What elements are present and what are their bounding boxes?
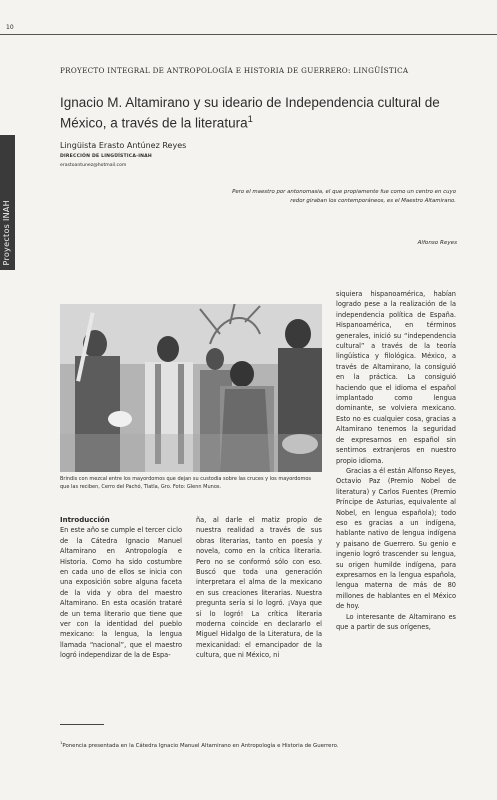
article-title [60,94,440,132]
body-column-3 [336,289,456,632]
sidebar-tab [0,135,15,270]
sidebar-tab-label: Proyectos INAH [2,200,11,266]
section-title: Introducción [60,516,110,524]
title-footnote-ref: 1 [247,114,253,125]
epigraph-text: Pero el maestro por antonomasia, el que propiamente fue como un centro en cuyo redor giraban los contemporáneos, es el Maestro Altamirano. [232,189,456,204]
body-column-1 [60,515,182,661]
page-number: 10 [6,24,14,31]
body-paragraph: ña, al darle el matiz propio de nuestra realidad a través de sus obras literarias, tanto en poesía y novela, como en la crítica literaria. Pero no se conformó sólo con eso. Buscó que toda una generación interpretara el alma de la mexicano en sus creaciones literarias. Nuestra pregunta sería si lo logró. ¡Vaya que sí lo logró! La crítica literaria moderna coincide en declararlo el Miguel Hidalgo de la Literatura, de la mexicanidad: el emancipador de la cultura, que ni México, ni [196,516,322,660]
epigraph-author: Alfonso Reyes [417,240,457,246]
footnote-text: Ponencia presentada en la Cátedra Ignacio Manuel Altamirano en Antropología e Historia de Guerrero. [62,742,339,749]
body-paragraph: Gracias a él están Alfonso Reyes, Octavio Paz (Premio Nobel de literatura) y Carlos Fuentes (Premio Príncipe de Asturias, equivalente al Nobel, en lengua española); todo eso es gracias a un indígena, hablante nativo de lengua indígena y paisano de Guerrero. Su genio e ingenio logró trascender su lengua, su origen humilde indígena, para expresarnos en la lengua española, lengua materna de más de 80 millones de hablantes en el México de hoy. [336,466,456,611]
body-paragraph: siquiera hispanoamérica, habían logrado pese a la realización de la independencia política de España. Hispanoamérica, en términos generales, inició su “independencia cultural” a través de la teoría lingüística y filológica. México, a través de Altamirano, la consiguió en la práctica. La consiguió haciendo que el idioma el español implantado como lengua dominante, se volviera mexicano. Esto no es cualquier cosa, gracias a Altamirano tenemos la seguridad de expresarnos en español sin sentirnos extranjeros en nuestro propio idioma. [336,290,456,465]
article-photo [60,304,322,472]
author-affiliation: DIRECCIÓN DE LINGÜÍSTICA-INAH [60,154,152,159]
body-paragraph: Lo interesante de Altamirano es que a partir de sus orígenes, [336,612,456,631]
body-column-2 [196,515,322,661]
author-name: Lingüista Erasto Antúnez Reyes [60,141,187,150]
photo-illustration [60,304,322,472]
article-title-text: Ignacio M. Altamirano y su ideario de Independencia cultural de México, a través de la literatura [60,95,440,131]
running-header: PROYECTO INTEGRAL DE ANTROPOLOGÍA E HISTORIA DE GUERRERO: LINGÜÍSTICA [60,66,409,75]
photo-caption: Brindis con mezcal entre los mayordomos que dejan su custodia sobre las cruces y los mayordomos que las reciben, Cerro del Pachó, Tlatla, Gro. Foto: Glenn Munos. [60,476,312,490]
top-divider [0,34,497,35]
footnote-divider [60,724,104,725]
body-paragraph: En este año se cumple el tercer ciclo de la Cátedra Ignacio Manuel Altamirano en Antropología e Historia. Como ha sido costumbre en cada uno de ellos se inicia con una exposición sobre alguna faceta de la vida y obra del maestro Altamirano. En esta ocasión trataré de un tema literario que tiene que ver con la identidad del pueblo mexicano: la lengua, la lengua llamada “nacional”, que el maestro logró independizar de la de Espa- [60,526,182,660]
author-email: erastoantunez@hotmail.com [60,163,127,168]
footnote [60,740,460,749]
footnote-ref: 1 [60,740,63,745]
